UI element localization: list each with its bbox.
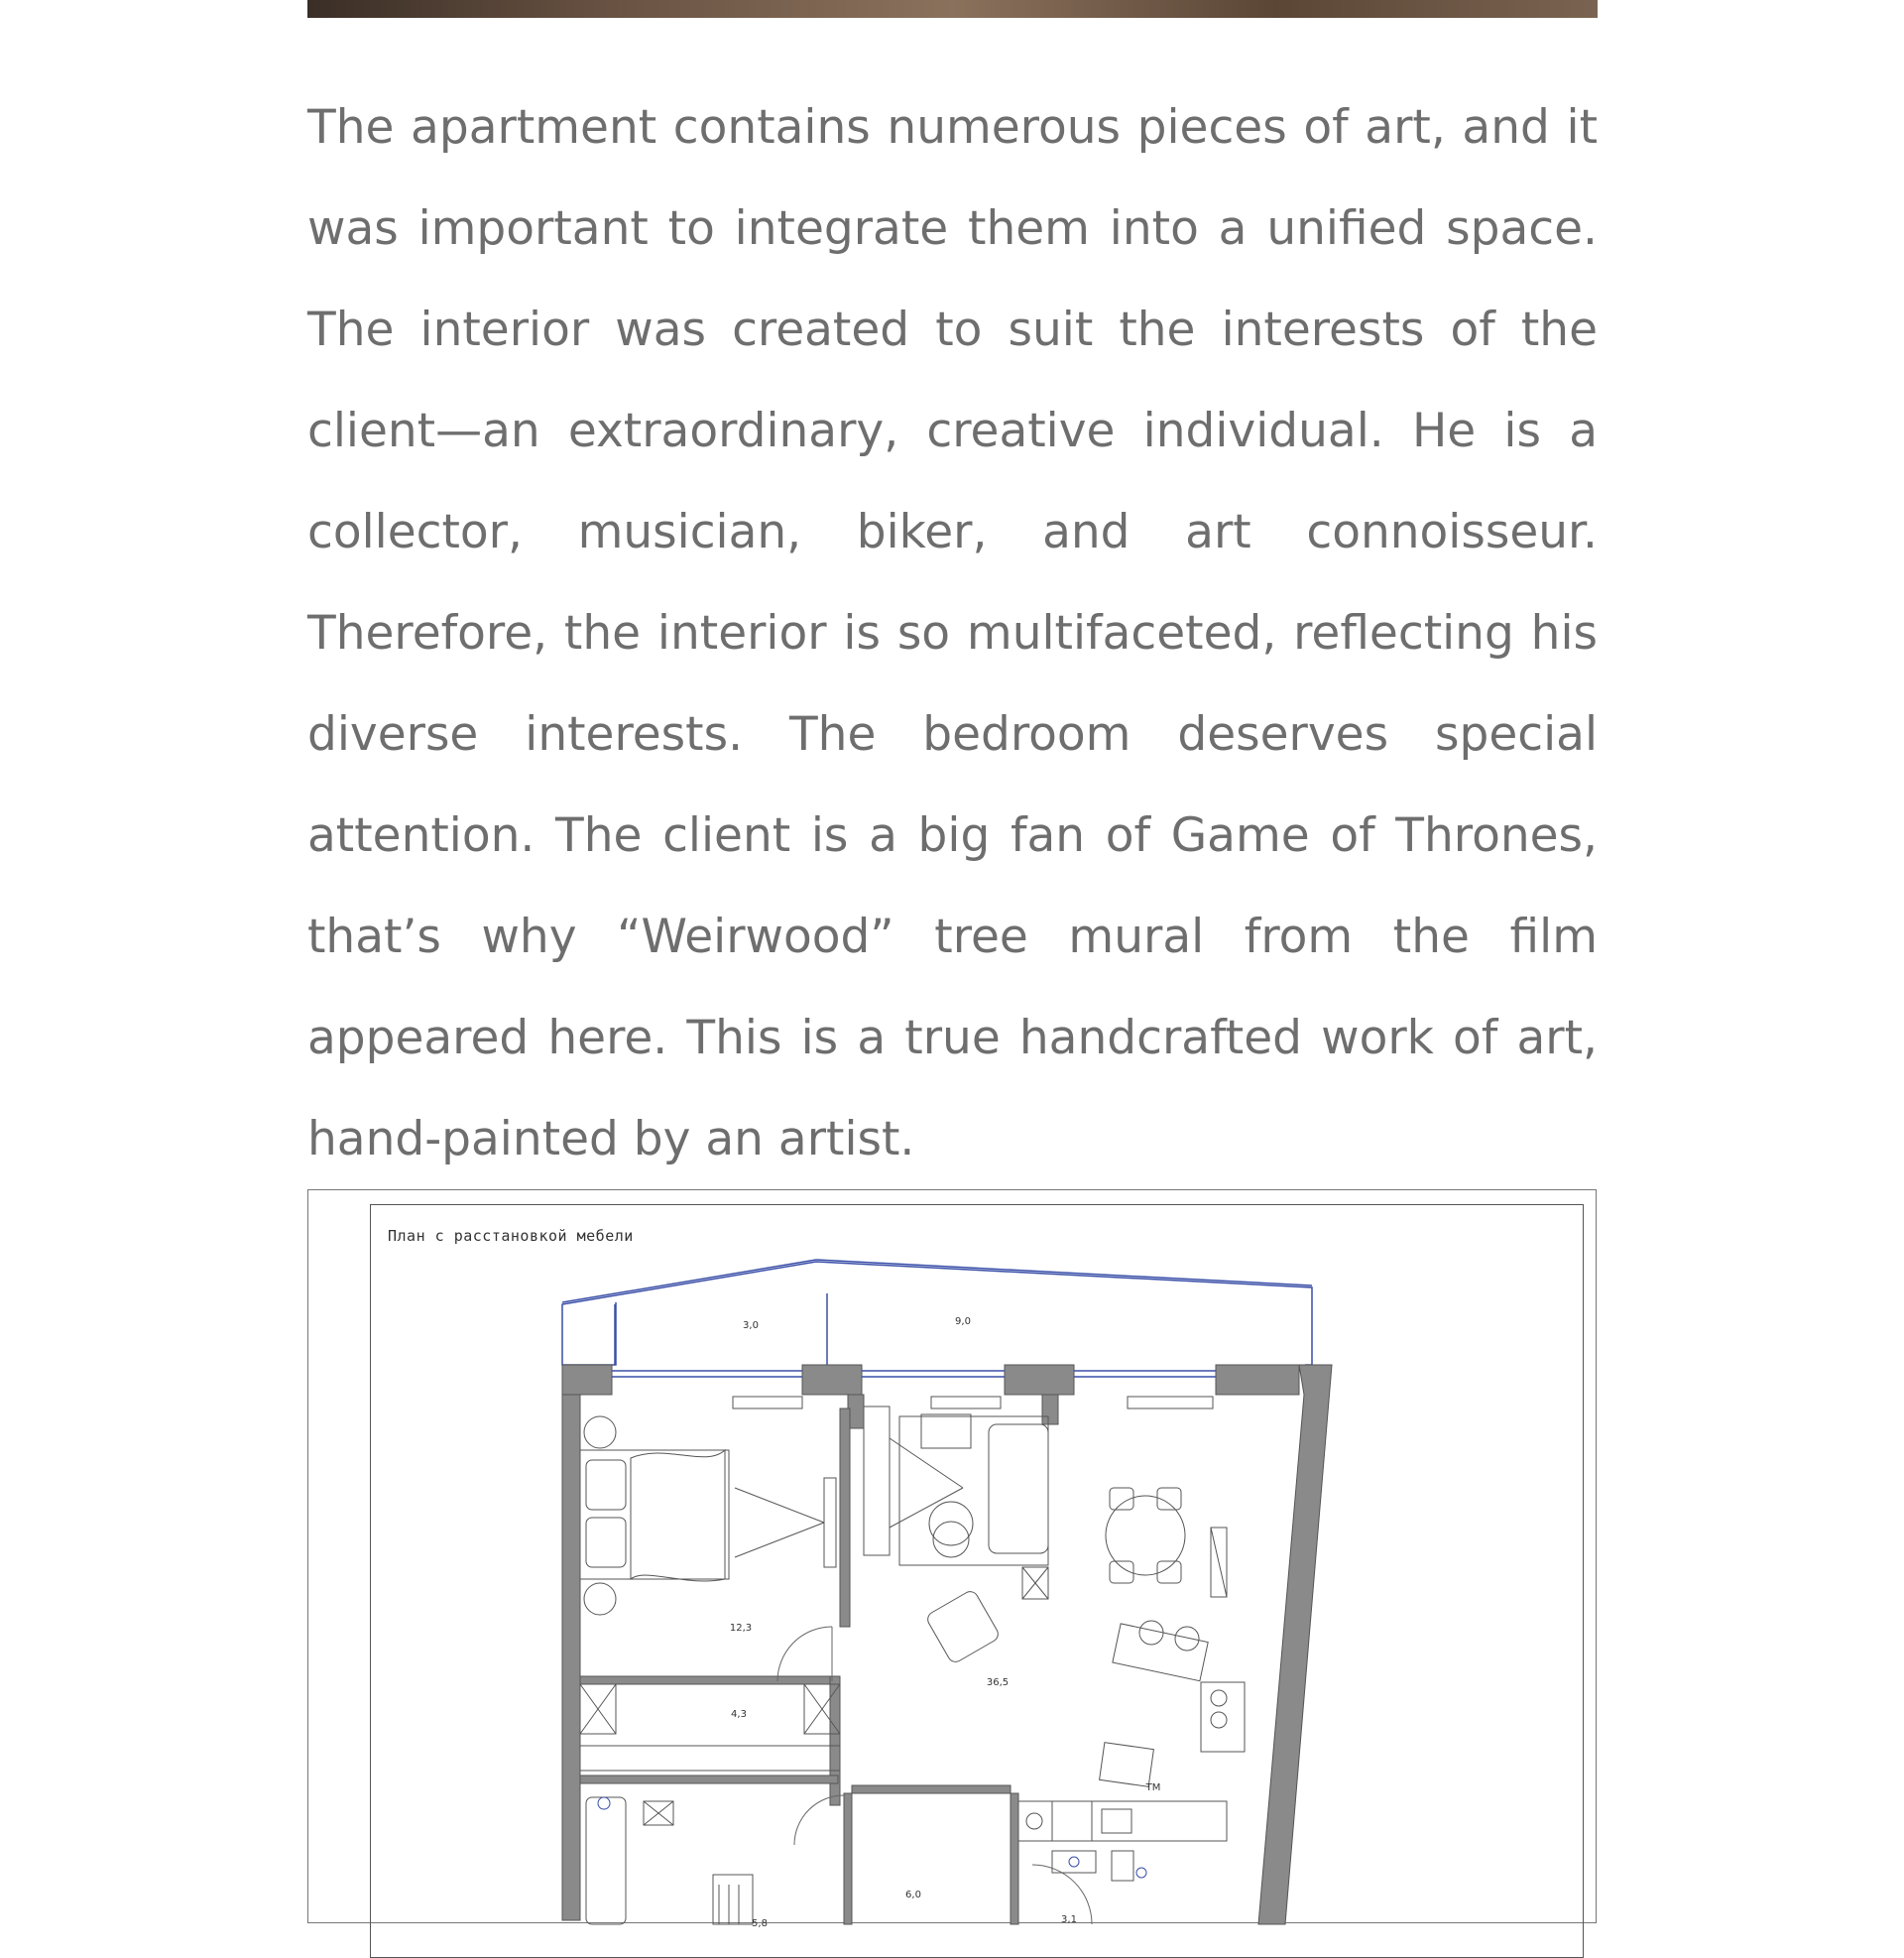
kitchen-mark: ТМ [1145, 1782, 1161, 1793]
area-label-wc: 3,1 [1061, 1914, 1077, 1925]
wardrobe [580, 1684, 840, 1771]
dining-table [1106, 1488, 1227, 1597]
radiators [733, 1397, 1213, 1408]
area-label-balcony-right: 9,0 [955, 1316, 971, 1327]
sofa [864, 1407, 1048, 1599]
area-label-hall: 6,0 [905, 1890, 921, 1900]
bedroom-tv-unit [735, 1478, 836, 1567]
kitchen-counter [1018, 1801, 1227, 1841]
bathtub [586, 1797, 673, 1924]
area-label-bedroom: 12,3 [729, 1623, 753, 1634]
hall-wardrobe [713, 1875, 753, 1924]
balcony-railing [562, 1260, 1312, 1365]
exterior-walls [562, 1365, 1332, 1924]
article-paragraph: The apartment contains numerous pieces of art, and it was important to integrate them into a unified space. The interior was created to suit the interests of the client—an extraordinary, creative individual. He is a collector, musician, biker, and art connoisseur. Therefore, the interior is so multifaceted, reflecting his diverse interests. The bedroom deserves special attention. The client is a big fan of Game of Thrones, that’s why “Weirwood” tree mural from the film appeared here. This is a true handcrafted work of art, hand-painted by an artist. [307, 100, 1598, 1166]
floor-plan-title: План с расстановкой мебели [388, 1227, 634, 1245]
area-label-living: 36,5 [986, 1677, 1010, 1688]
armchair [925, 1589, 1001, 1664]
floor-plan-figure [307, 1189, 1597, 1929]
kitchen-island [1100, 1621, 1245, 1786]
windows [612, 1371, 1216, 1377]
bed [580, 1416, 729, 1615]
wc-fixtures [1052, 1851, 1146, 1881]
area-label-wardrobe: 4,3 [731, 1709, 747, 1720]
interior-photo-bottom-edge [307, 0, 1598, 18]
area-label-bathroom: 5,8 [752, 1918, 768, 1929]
interior-walls [580, 1408, 1018, 1924]
floor-plan-drawing [308, 1190, 1598, 1929]
area-label-balcony-left: 3,0 [743, 1320, 759, 1331]
